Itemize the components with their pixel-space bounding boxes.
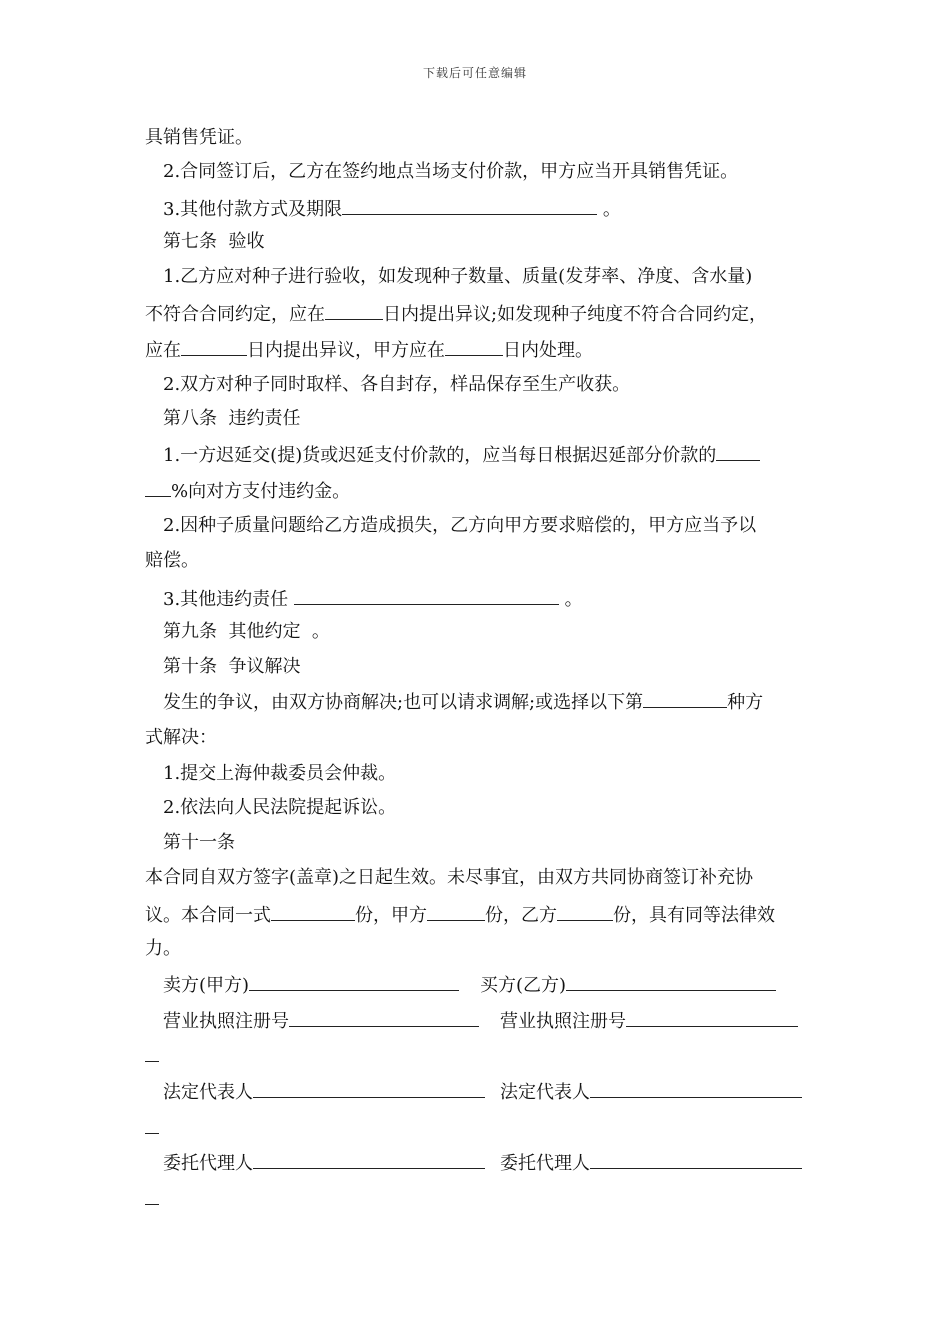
signature-row: 委托代理人 [500,1150,802,1176]
fill-blank [342,196,597,215]
fill-blank [590,1150,802,1169]
fill-blank [643,689,727,708]
signature-row: 买方(乙方) [480,972,776,998]
text-line: 不符合合同约定，应在 日内提出异议;如发现种子纯度不符合合同约定， [145,301,767,327]
signature-row [145,1115,159,1141]
fill-blank [249,972,459,991]
text-line: 应在 日内提出异议，甲方应在 日内处理。 [145,337,593,363]
signature-row: 营业执照注册号 [500,1008,798,1034]
signature-row [145,1186,159,1212]
signature-row: 卖方(甲方) [163,972,459,998]
article-heading: 第十条 争议解决 [163,656,301,677]
fill-blank [294,586,559,605]
text-line: 2.合同签订后，乙方在签约地点当场支付价款，甲方应当开具销售凭证。 [163,161,739,182]
article-heading: 第十一条 [163,832,235,853]
signature-row: 法定代表人 [500,1079,802,1105]
text-line: 3.其他付款方式及期限 。 [163,196,621,222]
fill-blank [325,301,383,320]
fill-blank [253,1150,485,1169]
text-line: 1.一方迟延交(提)货或迟延支付价款的，应当每日根据迟延部分价款的 [163,442,760,468]
fill-blank [253,1079,485,1098]
text-line: 具销售凭证。 [145,127,253,148]
text-line: 2.因种子质量问题给乙方造成损失，乙方向甲方要求赔偿的，甲方应当予以 [163,515,757,536]
fill-blank [289,1008,479,1027]
page-header-note: 下载后可任意编辑 [422,66,527,80]
text-line: 本合同自双方签字(盖章)之日起生效。未尽事宜，由双方共同协商签订补充协 [145,867,754,888]
text-line: 2.双方对种子同时取样、各自封存，样品保存至生产收获。 [163,374,631,395]
text-line: 式解决： [145,727,217,748]
fill-blank [626,1008,798,1027]
article-heading: 第八条 违约责任 [163,408,301,429]
fill-blank [271,902,355,921]
fill-blank [445,337,503,356]
article-heading: 第七条 验收 [163,231,265,252]
signature-row: 营业执照注册号 [163,1008,479,1034]
fill-blank [181,337,247,356]
text-line: 1.提交上海仲裁委员会仲裁。 [163,763,397,784]
signature-row: 委托代理人 [163,1150,485,1176]
fill-blank [145,1115,159,1134]
text-line: 1.乙方应对种子进行验收，如发现种子数量、质量(发芽率、净度、含水量) [163,266,753,287]
fill-blank [145,478,171,497]
text-line: 议。本合同一式 份，甲方 份，乙方 份，具有同等法律效 [145,902,775,928]
fill-blank [566,972,776,991]
text-line: 发生的争议，由双方协商解决;也可以请求调解;或选择以下第 种方 [163,689,763,715]
fill-blank [716,442,760,461]
fill-blank [590,1079,802,1098]
text-line: 2.依法向人民法院提起诉讼。 [163,797,397,818]
signature-row: 法定代表人 [163,1079,485,1105]
text-line: 力。 [145,938,181,959]
text-line: 3.其他违约责任 。 [163,586,583,612]
fill-blank [145,1186,159,1205]
text-line: %向对方支付违约金。 [145,478,350,504]
text-line: 赔偿。 [145,550,199,571]
fill-blank [427,902,485,921]
article-heading: 第九条 其他约定 。 [163,621,330,642]
signature-row [145,1043,159,1069]
fill-blank [145,1043,159,1062]
fill-blank [557,902,613,921]
